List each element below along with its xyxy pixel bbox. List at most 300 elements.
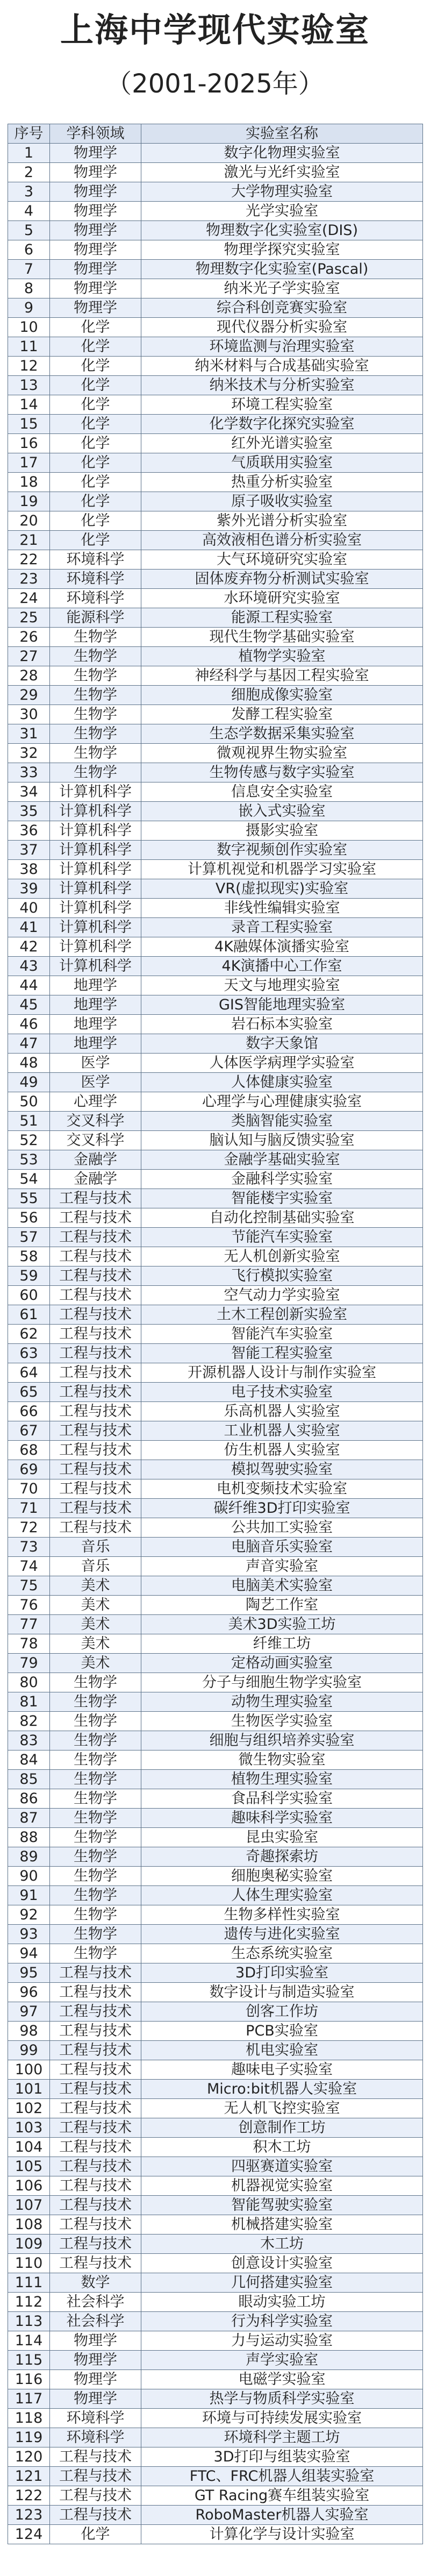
- row-number: 59: [8, 1266, 50, 1286]
- row-field: 计算机科学: [50, 879, 141, 899]
- row-field: 工程与技术: [50, 1441, 141, 1460]
- row-number: 113: [8, 2312, 50, 2331]
- row-lab-name: 信息安全实验室: [141, 782, 423, 802]
- row-field: 工程与技术: [50, 1499, 141, 1518]
- row-field: 计算机科学: [50, 782, 141, 802]
- table-row: [8, 453, 423, 473]
- row-field: 生物学: [50, 1828, 141, 1847]
- row-lab-name: 大学物理实验室: [141, 182, 423, 202]
- row-lab-name: 环境监测与治理实验室: [141, 337, 423, 357]
- table-row: [8, 260, 423, 279]
- row-number: 92: [8, 1905, 50, 1925]
- table-row: [8, 1615, 423, 1634]
- table-row: [8, 821, 423, 841]
- table-row: [8, 589, 423, 608]
- row-number: 122: [8, 2486, 50, 2506]
- row-lab-name: 4K演播中心工作室: [141, 957, 423, 976]
- row-lab-name: 心理学与心理健康实验室: [141, 1092, 423, 1112]
- row-number: 67: [8, 1421, 50, 1441]
- row-number: 97: [8, 2002, 50, 2022]
- row-lab-name: 无人机创新实验室: [141, 1247, 423, 1266]
- row-number: 11: [8, 337, 50, 357]
- table-row: [8, 2235, 423, 2254]
- row-number: 116: [8, 2370, 50, 2389]
- lab-table-container: [8, 124, 422, 2544]
- header-number: 序号: [8, 124, 50, 144]
- row-number: 4: [8, 202, 50, 221]
- row-lab-name: 人体健康实验室: [141, 1073, 423, 1092]
- row-number: 102: [8, 2099, 50, 2118]
- row-lab-name: 自动化控制基础实验室: [141, 1208, 423, 1228]
- row-number: 99: [8, 2041, 50, 2060]
- row-number: 118: [8, 2409, 50, 2428]
- row-number: 3: [8, 182, 50, 202]
- row-number: 106: [8, 2176, 50, 2196]
- row-field: 音乐: [50, 1557, 141, 1576]
- row-lab-name: VR(虚拟现实)实验室: [141, 879, 423, 899]
- table-row: [8, 279, 423, 298]
- table-row: [8, 647, 423, 666]
- table-row: [8, 1266, 423, 1286]
- row-field: 工程与技术: [50, 1421, 141, 1441]
- row-lab-name: 热学与物质科学实验室: [141, 2389, 423, 2409]
- row-number: 111: [8, 2273, 50, 2293]
- row-field: 化学: [50, 318, 141, 337]
- row-field: 生物学: [50, 763, 141, 782]
- table-row: [8, 144, 423, 163]
- row-field: 计算机科学: [50, 918, 141, 937]
- row-number: 27: [8, 647, 50, 666]
- row-lab-name: 电子技术实验室: [141, 1383, 423, 1402]
- row-field: 工程与技术: [50, 2060, 141, 2080]
- row-lab-name: 趣味电子实验室: [141, 2060, 423, 2080]
- row-number: 47: [8, 1034, 50, 1054]
- row-field: 环境科学: [50, 589, 141, 608]
- row-lab-name: Micro:bit机器人实验室: [141, 2080, 423, 2099]
- row-number: 57: [8, 1228, 50, 1247]
- row-number: 87: [8, 1809, 50, 1828]
- row-field: 工程与技术: [50, 2235, 141, 2254]
- row-lab-name: 智能汽车实验室: [141, 1325, 423, 1344]
- row-number: 112: [8, 2293, 50, 2312]
- row-lab-name: 力与运动实验室: [141, 2331, 423, 2351]
- row-number: 48: [8, 1054, 50, 1073]
- row-lab-name: 神经科学与基因工程实验室: [141, 666, 423, 686]
- table-row: [8, 2041, 423, 2060]
- table-row: [8, 2080, 423, 2099]
- header-field: 学科领域: [50, 124, 141, 144]
- row-field: 物理学: [50, 279, 141, 298]
- row-lab-name: 定格动画实验室: [141, 1654, 423, 1673]
- row-lab-name: 动物生理实验室: [141, 1692, 423, 1712]
- row-number: 83: [8, 1731, 50, 1750]
- row-field: 工程与技术: [50, 1305, 141, 1325]
- table-row: [8, 744, 423, 763]
- row-lab-name: 智能工程实验室: [141, 1344, 423, 1363]
- row-number: 77: [8, 1615, 50, 1634]
- row-field: 工程与技术: [50, 1344, 141, 1363]
- row-field: 生物学: [50, 686, 141, 705]
- table-row: [8, 1538, 423, 1557]
- table-row: [8, 511, 423, 531]
- row-field: 工程与技术: [50, 2099, 141, 2118]
- row-field: 生物学: [50, 705, 141, 724]
- row-number: 81: [8, 1692, 50, 1712]
- row-lab-name: 激光与光纤实验室: [141, 163, 423, 182]
- row-lab-name: 无人机飞控实验室: [141, 2099, 423, 2118]
- table-row: [8, 2196, 423, 2215]
- table-row: [8, 1286, 423, 1305]
- table-row: [8, 1712, 423, 1731]
- row-lab-name: 光学实验室: [141, 202, 423, 221]
- table-row: [8, 1092, 423, 1112]
- table-row: [8, 1847, 423, 1867]
- table-row: [8, 937, 423, 957]
- row-field: 地理学: [50, 976, 141, 995]
- row-number: 14: [8, 395, 50, 415]
- row-number: 82: [8, 1712, 50, 1731]
- row-lab-name: 创意设计实验室: [141, 2254, 423, 2273]
- row-number: 50: [8, 1092, 50, 1112]
- row-lab-name: 固体废弃物分析测试实验室: [141, 570, 423, 589]
- table-row: [8, 957, 423, 976]
- row-lab-name: 非线性编辑实验室: [141, 899, 423, 918]
- row-field: 计算机科学: [50, 821, 141, 841]
- row-field: 工程与技术: [50, 2467, 141, 2486]
- header-lab-name: 实验室名称: [141, 124, 423, 144]
- row-field: 生物学: [50, 628, 141, 647]
- row-lab-name: 机器视觉实验室: [141, 2176, 423, 2196]
- row-lab-name: 人体医学病理学实验室: [141, 1054, 423, 1073]
- row-lab-name: 乐高机器人实验室: [141, 1402, 423, 1421]
- row-lab-name: 细胞与组织培养实验室: [141, 1731, 423, 1750]
- row-number: 34: [8, 782, 50, 802]
- row-field: 计算机科学: [50, 937, 141, 957]
- row-number: 88: [8, 1828, 50, 1847]
- row-lab-name: 生物医学实验室: [141, 1712, 423, 1731]
- row-field: 交叉科学: [50, 1131, 141, 1150]
- row-field: 美术: [50, 1596, 141, 1615]
- row-field: 数学: [50, 2273, 141, 2293]
- row-number: 21: [8, 531, 50, 550]
- row-number: 7: [8, 260, 50, 279]
- row-field: 工程与技术: [50, 1208, 141, 1228]
- row-field: 音乐: [50, 1538, 141, 1557]
- row-number: 96: [8, 1983, 50, 2002]
- row-lab-name: 趣味科学实验室: [141, 1809, 423, 1828]
- row-field: 化学: [50, 415, 141, 434]
- row-lab-name: 数字视频创作实验室: [141, 841, 423, 860]
- row-number: 72: [8, 1518, 50, 1538]
- row-field: 地理学: [50, 1015, 141, 1034]
- row-field: 化学: [50, 376, 141, 395]
- table-row: [8, 1325, 423, 1344]
- row-lab-name: 四驱赛道实验室: [141, 2157, 423, 2176]
- row-number: 38: [8, 860, 50, 879]
- row-field: 生物学: [50, 1809, 141, 1828]
- row-field: 医学: [50, 1054, 141, 1073]
- row-field: 物理学: [50, 202, 141, 221]
- row-lab-name: 3D打印实验室: [141, 1963, 423, 1983]
- row-lab-name: 生态学数据采集实验室: [141, 724, 423, 744]
- row-number: 40: [8, 899, 50, 918]
- table-row: [8, 2447, 423, 2467]
- row-field: 化学: [50, 2525, 141, 2544]
- row-lab-name: 生物传感与数字实验室: [141, 763, 423, 782]
- row-number: 60: [8, 1286, 50, 1305]
- row-number: 91: [8, 1886, 50, 1905]
- row-lab-name: 土木工程创新实验室: [141, 1305, 423, 1325]
- table-row: [8, 1828, 423, 1847]
- row-number: 89: [8, 1847, 50, 1867]
- row-field: 生物学: [50, 1692, 141, 1712]
- row-field: 环境科学: [50, 2409, 141, 2428]
- table-row: [8, 2118, 423, 2138]
- row-number: 13: [8, 376, 50, 395]
- table-row: [8, 2215, 423, 2235]
- row-field: 美术: [50, 1576, 141, 1596]
- table-row: [8, 492, 423, 511]
- table-row: [8, 2331, 423, 2351]
- row-lab-name: 细胞成像实验室: [141, 686, 423, 705]
- row-number: 74: [8, 1557, 50, 1576]
- row-lab-name: 公共加工实验室: [141, 1518, 423, 1538]
- row-lab-name: GIS智能地理实验室: [141, 995, 423, 1015]
- row-field: 生物学: [50, 1944, 141, 1963]
- row-field: 环境科学: [50, 570, 141, 589]
- row-number: 105: [8, 2157, 50, 2176]
- table-row: [8, 1460, 423, 1479]
- row-lab-name: 木工坊: [141, 2235, 423, 2254]
- row-field: 工程与技术: [50, 1402, 141, 1421]
- row-number: 52: [8, 1131, 50, 1150]
- row-lab-name: 纳米技术与分析实验室: [141, 376, 423, 395]
- row-field: 化学: [50, 434, 141, 453]
- row-field: 工程与技术: [50, 1963, 141, 1983]
- row-number: 25: [8, 608, 50, 628]
- table-row: [8, 2138, 423, 2157]
- row-number: 28: [8, 666, 50, 686]
- row-field: 工程与技术: [50, 2157, 141, 2176]
- row-field: 化学: [50, 337, 141, 357]
- table-row: [8, 1499, 423, 1518]
- row-lab-name: 生物多样性实验室: [141, 1905, 423, 1925]
- row-number: 93: [8, 1925, 50, 1944]
- table-row: [8, 2060, 423, 2080]
- table-row: [8, 1441, 423, 1460]
- row-field: 物理学: [50, 2351, 141, 2370]
- row-number: 45: [8, 995, 50, 1015]
- row-field: 计算机科学: [50, 899, 141, 918]
- row-field: 计算机科学: [50, 841, 141, 860]
- row-number: 42: [8, 937, 50, 957]
- table-row: [8, 1576, 423, 1596]
- table-row: [8, 1402, 423, 1421]
- row-field: 美术: [50, 1654, 141, 1673]
- row-lab-name: 飞行模拟实验室: [141, 1266, 423, 1286]
- row-field: 物理学: [50, 144, 141, 163]
- row-field: 物理学: [50, 163, 141, 182]
- row-lab-name: 开源机器人设计与制作实验室: [141, 1363, 423, 1383]
- row-number: 84: [8, 1750, 50, 1770]
- row-field: 物理学: [50, 298, 141, 318]
- row-number: 51: [8, 1112, 50, 1131]
- table-row: [8, 1034, 423, 1054]
- row-lab-name: 声学实验室: [141, 2351, 423, 2370]
- table-header-row: [8, 124, 423, 144]
- row-number: 15: [8, 415, 50, 434]
- row-number: 36: [8, 821, 50, 841]
- row-lab-name: 热重分析实验室: [141, 473, 423, 492]
- table-row: [8, 2506, 423, 2525]
- row-number: 68: [8, 1441, 50, 1460]
- row-field: 生物学: [50, 1905, 141, 1925]
- table-row: [8, 1809, 423, 1828]
- row-lab-name: 奇趣探索坊: [141, 1847, 423, 1867]
- row-field: 生物学: [50, 1770, 141, 1789]
- table-row: [8, 1770, 423, 1789]
- row-field: 交叉科学: [50, 1112, 141, 1131]
- row-lab-name: 嵌入式实验室: [141, 802, 423, 821]
- row-lab-name: 分子与细胞生物学实验室: [141, 1673, 423, 1692]
- row-lab-name: 数字化物理实验室: [141, 144, 423, 163]
- row-field: 美术: [50, 1634, 141, 1654]
- row-number: 117: [8, 2389, 50, 2409]
- table-row: [8, 1479, 423, 1499]
- row-field: 工程与技术: [50, 1325, 141, 1344]
- row-number: 37: [8, 841, 50, 860]
- row-field: 工程与技术: [50, 1518, 141, 1538]
- row-number: 22: [8, 550, 50, 570]
- table-row: [8, 531, 423, 550]
- row-number: 94: [8, 1944, 50, 1963]
- row-lab-name: GT Racing赛车组装实验室: [141, 2486, 423, 2506]
- table-row: [8, 1557, 423, 1576]
- row-number: 119: [8, 2428, 50, 2447]
- row-field: 工程与技术: [50, 2138, 141, 2157]
- table-row: [8, 1228, 423, 1247]
- row-field: 计算机科学: [50, 802, 141, 821]
- row-number: 49: [8, 1073, 50, 1092]
- table-row: [8, 1054, 423, 1073]
- table-row: [8, 705, 423, 724]
- row-field: 生物学: [50, 1789, 141, 1809]
- row-lab-name: 发酵工程实验室: [141, 705, 423, 724]
- row-lab-name: 3D打印与组装实验室: [141, 2447, 423, 2467]
- table-row: [8, 182, 423, 202]
- row-field: 工程与技术: [50, 2022, 141, 2041]
- row-lab-name: 空气动力学实验室: [141, 1286, 423, 1305]
- row-lab-name: 4K融媒体演播实验室: [141, 937, 423, 957]
- table-row: [8, 221, 423, 240]
- row-number: 35: [8, 802, 50, 821]
- row-field: 工程与技术: [50, 2196, 141, 2215]
- row-lab-name: 智能楼宇实验室: [141, 1189, 423, 1208]
- row-lab-name: 气质联用实验室: [141, 453, 423, 473]
- row-field: 地理学: [50, 1034, 141, 1054]
- row-number: 1: [8, 144, 50, 163]
- table-row: [8, 724, 423, 744]
- row-lab-name: 创客工作坊: [141, 2002, 423, 2022]
- row-lab-name: 遗传与进化实验室: [141, 1925, 423, 1944]
- row-field: 物理学: [50, 2331, 141, 2351]
- row-lab-name: 植物学实验室: [141, 647, 423, 666]
- row-lab-name: 原子吸收实验室: [141, 492, 423, 511]
- table-row: [8, 1208, 423, 1228]
- row-lab-name: 环境与可持续发展实验室: [141, 2409, 423, 2428]
- row-lab-name: 碳纤维3D打印实验室: [141, 1499, 423, 1518]
- row-lab-name: 仿生机器人实验室: [141, 1441, 423, 1460]
- row-lab-name: 生态系统实验室: [141, 1944, 423, 1963]
- row-lab-name: 脑认知与脑反馈实验室: [141, 1131, 423, 1150]
- row-field: 工程与技术: [50, 2447, 141, 2467]
- table-row: [8, 415, 423, 434]
- table-row: [8, 1886, 423, 1905]
- row-lab-name: 纳米光子学实验室: [141, 279, 423, 298]
- table-row: [8, 666, 423, 686]
- row-number: 55: [8, 1189, 50, 1208]
- table-row: [8, 202, 423, 221]
- row-field: 化学: [50, 492, 141, 511]
- row-field: 工程与技术: [50, 1479, 141, 1499]
- row-field: 工程与技术: [50, 2486, 141, 2506]
- table-row: [8, 2176, 423, 2196]
- row-field: 化学: [50, 531, 141, 550]
- row-lab-name: 机械搭建实验室: [141, 2215, 423, 2235]
- row-lab-name: 声音实验室: [141, 1557, 423, 1576]
- row-field: 物理学: [50, 182, 141, 202]
- row-lab-name: 数字设计与制造实验室: [141, 1983, 423, 2002]
- row-lab-name: 纤维工坊: [141, 1634, 423, 1654]
- row-field: 化学: [50, 473, 141, 492]
- table-row: [8, 1170, 423, 1189]
- row-lab-name: 积木工坊: [141, 2138, 423, 2157]
- table-row: [8, 2099, 423, 2118]
- row-lab-name: FTC、FRC机器人组装实验室: [141, 2467, 423, 2486]
- row-field: 物理学: [50, 221, 141, 240]
- table-row: [8, 1596, 423, 1615]
- row-number: 5: [8, 221, 50, 240]
- row-lab-name: 现代生物学基础实验室: [141, 628, 423, 647]
- row-lab-name: 大气环境研究实验室: [141, 550, 423, 570]
- table-row: [8, 1344, 423, 1363]
- row-lab-name: 录音工程实验室: [141, 918, 423, 937]
- row-field: 生物学: [50, 744, 141, 763]
- table-row: [8, 1789, 423, 1809]
- row-number: 98: [8, 2022, 50, 2041]
- row-field: 心理学: [50, 1092, 141, 1112]
- table-row: [8, 2273, 423, 2293]
- row-lab-name: 摄影实验室: [141, 821, 423, 841]
- row-field: 工程与技术: [50, 1363, 141, 1383]
- row-lab-name: 植物生理实验室: [141, 1770, 423, 1789]
- row-field: 工程与技术: [50, 1983, 141, 2002]
- row-number: 69: [8, 1460, 50, 1479]
- table-header: [8, 124, 423, 144]
- row-lab-name: 金融科学实验室: [141, 1170, 423, 1189]
- row-field: 美术: [50, 1615, 141, 1634]
- row-field: 工程与技术: [50, 2506, 141, 2525]
- row-field: 化学: [50, 511, 141, 531]
- row-number: 58: [8, 1247, 50, 1266]
- table-row: [8, 2467, 423, 2486]
- row-number: 18: [8, 473, 50, 492]
- row-field: 化学: [50, 357, 141, 376]
- table-row: [8, 918, 423, 937]
- row-number: 78: [8, 1634, 50, 1654]
- table-row: [8, 2157, 423, 2176]
- row-number: 71: [8, 1499, 50, 1518]
